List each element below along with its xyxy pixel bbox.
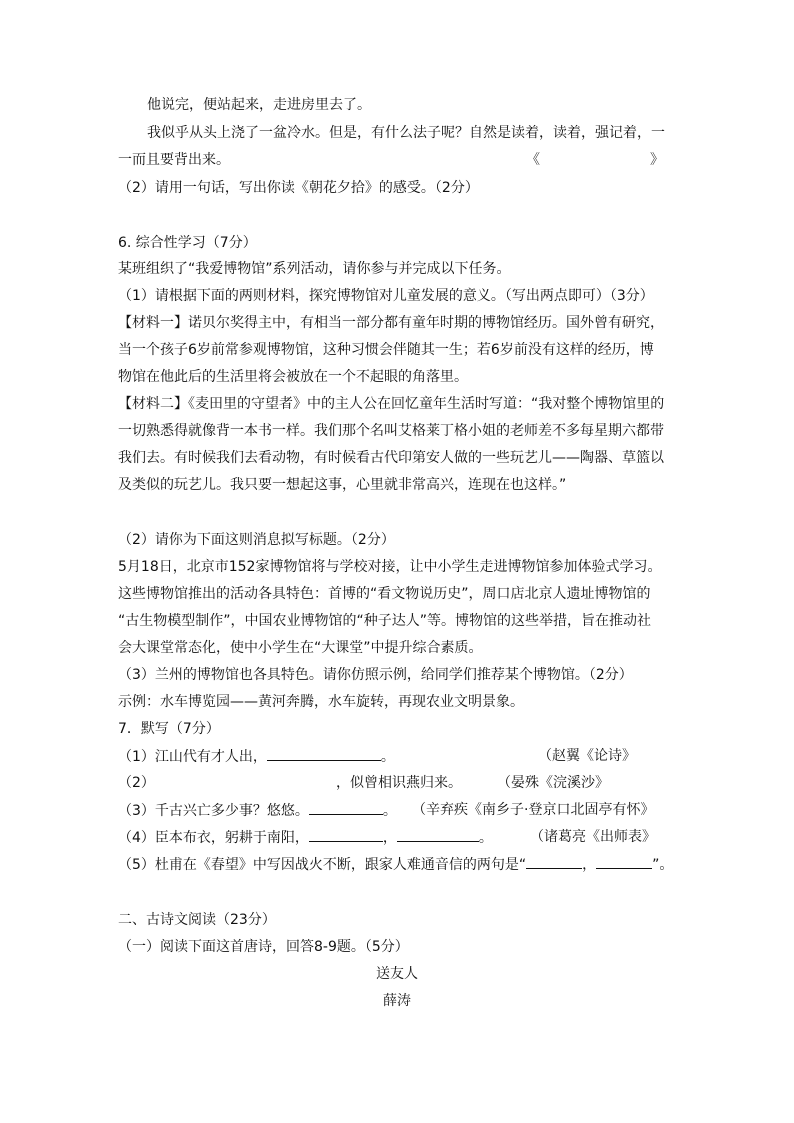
q6-sub2: （2）请你为下面这则消息拟写标题。（2分） <box>118 532 395 548</box>
news-line-c: “古生物模型制作”，中国农业博物馆的“种子达人”等。博物馆的这些举措，旨在推动社 <box>118 613 652 629</box>
q7-line-5 <box>118 854 673 874</box>
q7-line-5-end: ”。 <box>652 857 674 873</box>
q7-line-2-text: （2） <box>118 775 155 791</box>
story-line-3: 一而且要背出来。 <box>118 152 230 168</box>
material-1-line-b: 当一个孩子6岁前常参观博物馆，这种习惯会伴随其一生；若6岁前没有这样的经历，博 <box>118 342 654 358</box>
q7-line-4 <box>118 827 493 847</box>
q6-title: 6. 综合性学习（7分） <box>118 235 257 251</box>
bracket-close: 》 <box>650 152 664 168</box>
news-line-a: 5月18日，北京市152家博物馆将与学校对接，让中小学生走进博物馆参加体验式学习。 <box>118 559 662 575</box>
section-2-title: 二、古诗文阅读（23分） <box>118 912 276 928</box>
material-2-line-a: 【材料二】《麦田里的守望者》中的主人公在回忆童年生活时写道：“我对整个博物馆里的 <box>118 396 665 412</box>
q7-line-2-mid: ，似曾相识燕归来。 <box>336 775 462 791</box>
q7-line-3-source: （辛弃疾《南乡子·登京口北固亭有怀》 <box>412 802 655 818</box>
story-line-2: 我似乎从头上浇了一盆冷水。但是，有什么法子呢？自然是读着，读着，强记着，一 <box>147 125 665 141</box>
answer-blank[interactable] <box>267 746 381 761</box>
q7-line-1-end: 。 <box>380 749 395 765</box>
q7-line-1-source: （赵翼《论诗》 <box>538 748 636 764</box>
q7-title: 7．默写（7分） <box>118 721 220 737</box>
q6-intro: 某班组织了“我爱博物馆”系列活动，请你参与并完成以下任务。 <box>118 261 511 277</box>
question-5-2: （2）请用一句话，写出你读《朝花夕拾》的感受。（2分） <box>118 180 479 196</box>
answer-blank[interactable] <box>309 827 383 842</box>
q7-line-5-text: （5）杜甫在《春望》中写因战火不断，跟家人难通音信的两句是“ <box>118 857 527 873</box>
q6-sub3: （3）兰州的博物馆也各具特色。请你仿照示例，给同学们推荐某个博物馆。（2分） <box>118 667 633 683</box>
material-1-line-c: 物馆在他此后的生活里将会被放在一个不起眼的角落里。 <box>118 369 468 385</box>
poem-title: 送友人 <box>376 966 418 982</box>
q6-example: 示例：水车博览园——黄河奔腾，水车旋转，再现农业文明景象。 <box>118 694 524 710</box>
news-line-d: 会大课堂常态化，使中小学生在“大课堂”中提升综合素质。 <box>118 640 483 656</box>
q7-line-2-source: （晏殊《浣溪沙》 <box>497 775 609 791</box>
material-1-line-a: 【材料一】诺贝尔奖得主中，有相当一部分都有童年时期的博物馆经历。国外曾有研究， <box>118 315 664 331</box>
material-2-line-c: 我们去。有时候我们去看动物，有时候看古代印第安人做的一些玩艺儿——陶器、草篮以 <box>118 450 664 466</box>
section-2-sub: （一）阅读下面这首唐诗，回答8-9题。（5分） <box>118 939 409 955</box>
answer-blank[interactable] <box>596 854 652 869</box>
answer-blank[interactable] <box>397 827 479 842</box>
q7-line-1 <box>118 746 395 766</box>
q7-line-5-mid: ， <box>582 857 597 873</box>
q7-line-4-source: （诸葛亮《出师表》 <box>530 829 656 845</box>
poem-author: 薛涛 <box>383 993 411 1009</box>
q7-line-4-end: 。 <box>478 830 493 846</box>
bracket-open: 《 <box>526 152 540 168</box>
q6-sub1: （1）请根据下面的两则材料，探究博物馆对儿童发展的意义。（写出两点即可）（3分） <box>118 288 654 304</box>
q7-line-4-mid: ， <box>382 830 397 846</box>
answer-blank[interactable] <box>309 800 383 815</box>
q7-line-3 <box>118 800 397 820</box>
q7-line-1-text: （1）江山代有才人出， <box>118 749 267 765</box>
material-2-line-b: 一切熟悉得就像背一本书一样。我们那个名叫艾格莱丁格小姐的老师差不多每星期六都带 <box>118 423 664 439</box>
q7-line-4-text: （4）臣本布衣，躬耕于南阳， <box>118 830 309 846</box>
news-line-b: 这些博物馆推出的活动各具特色：首博的“看文物说历史”，周口店北京人遗址博物馆的 <box>118 586 651 602</box>
story-line-1: 他说完，便站起来，走进房里去了。 <box>147 97 371 113</box>
q7-line-3-text: （3）千古兴亡多少事？悠悠。 <box>118 803 309 819</box>
answer-blank[interactable] <box>526 854 582 869</box>
material-2-line-d: 及类似的玩艺儿。我只要一想起这事，心里就非常高兴，连现在也这样。” <box>118 477 567 493</box>
q7-line-3-end: 。 <box>382 803 397 819</box>
